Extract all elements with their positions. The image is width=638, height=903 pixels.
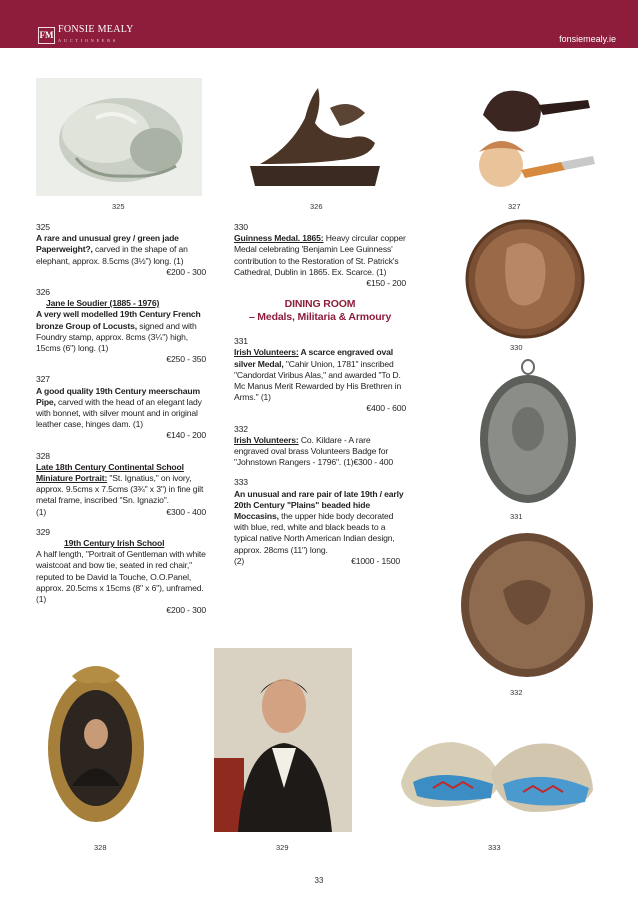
caption-327: 327 <box>508 202 521 211</box>
lot-331-entry <box>234 336 406 414</box>
lot-title: A scarce engraved oval silver Medal, <box>234 347 393 369</box>
lot-estimate: €250 - 350 <box>166 354 206 365</box>
lot-number: 328 <box>36 450 50 461</box>
lot-title-prefix: Irish Volunteers: <box>234 347 299 358</box>
lot-330-photo <box>452 218 598 340</box>
page-number: 33 <box>314 876 324 885</box>
section-heading-line2: – Medals, Militaria & Armoury <box>248 311 392 324</box>
lot-estimate: €200 - 300 <box>166 266 206 277</box>
caption-331: 331 <box>510 512 523 521</box>
lot-description: Co. Kildare - A rare engraved oval brass Volunteers Badge for "Johnstown Rangers - 1796". (1)€300 - 400 <box>234 434 394 468</box>
lot-title: A very well modelled 19th Century French bronze Group of Locusts, <box>36 309 201 331</box>
lot-estimate: €300 - 400 <box>166 506 206 517</box>
lot-number: 330 <box>234 222 248 232</box>
lot-estimate: €400 - 600 <box>366 403 406 414</box>
lot-estimate: €200 - 300 <box>166 605 206 616</box>
lot-title: A rare and unusual grey / green jade Paperweight?, <box>36 233 179 255</box>
lot-quantity: (2) <box>234 555 245 566</box>
left-lot-column <box>36 222 206 626</box>
lot-description: Heavy circular copper Medal celebrating 'Benjamin Lee Guinness' contribution to the Restoration of St. Patrick's Cathedral, Dublin in 1865. Ex. Scarce. (1) <box>234 233 406 277</box>
section-heading-line1: DINING ROOM <box>284 298 356 311</box>
logo-name: FONSIE MEALY <box>58 23 134 35</box>
auction-house-logo <box>38 24 134 46</box>
lot-327-entry <box>36 374 206 441</box>
lot-description: carved with the head of an elegant lady with bonnet, with silver mount and in original leather case, hinges dam. (1) <box>36 396 202 430</box>
lot-title: A good quality 19th Century meerschaum Pipe, <box>36 385 200 407</box>
middle-lot-column <box>234 222 406 576</box>
lot-description: the upper hide body decorated with blue, red, white and black beads to a typical native North American Indian design, approx. 28cms (11") long. <box>234 511 395 555</box>
lot-estimate: €1000 - 1500 <box>351 555 400 566</box>
lot-artist: Late 18th Century Continental School <box>36 461 184 472</box>
lot-description: "Cahir Union, 1781" inscribed "Candordat Viribus Alas," and awarded "To D. Mc Manus Merit Rewarded by His Brethren in Arms." (1) <box>234 358 402 403</box>
caption-333: 333 <box>488 843 501 852</box>
caption-332: 332 <box>510 688 523 697</box>
lot-number: 326 <box>36 287 50 298</box>
lot-332-photo <box>453 530 601 680</box>
lot-327-photo <box>443 70 603 196</box>
section-heading <box>234 298 406 324</box>
caption-330: 330 <box>510 343 523 352</box>
lot-number: 332 <box>234 423 248 434</box>
lot-326-entry <box>36 287 206 365</box>
lot-number: 331 <box>234 336 248 347</box>
lot-artist: 19th Century Irish School <box>64 538 165 549</box>
logo-mark: FM <box>38 27 55 44</box>
lot-328-entry <box>36 451 206 518</box>
caption-329: 329 <box>276 843 289 852</box>
lot-quantity: (1) <box>36 506 47 517</box>
lot-333-entry <box>234 477 406 567</box>
lot-329-entry <box>36 527 206 617</box>
lot-artist: Jane le Soudier (1885 - 1976) <box>46 298 160 309</box>
lot-325-entry <box>36 222 206 278</box>
lot-330-entry <box>234 222 406 289</box>
lot-title-prefix: Irish Volunteers: <box>234 434 299 445</box>
site-url: fonsiemealy.ie <box>559 34 616 44</box>
logo-subtitle: AUCTIONEERS <box>58 37 118 43</box>
lot-328-photo <box>42 656 150 836</box>
lot-number: 333 <box>234 477 248 488</box>
lot-325-photo <box>36 78 202 196</box>
lot-number: 329 <box>36 526 50 537</box>
caption-326: 326 <box>310 202 323 211</box>
caption-325: 325 <box>112 202 125 211</box>
lot-title: An unusual and rare pair of late 19th / early 20th Century "Plains" beaded hide Moccasins, <box>234 488 404 522</box>
lot-326-photo <box>230 78 396 196</box>
lot-description: signed and with Foundry stamp, approx. 8cms (3¼") high, 15cms (6") long. (1) <box>36 320 197 354</box>
page-header <box>0 0 638 48</box>
lot-estimate: €140 - 200 <box>166 430 206 441</box>
lot-description: "St. Ignatius," on ivory, approx. 9.5cms x 7.5cms (3¾" x 3") in fine gilt metal frame, inscribed "Sn. Ignazio". <box>36 473 204 506</box>
lot-title: Miniature Portrait: <box>36 473 108 484</box>
lot-number: 327 <box>36 374 50 385</box>
lot-description: carved in the shape of an elephant, approx. 8.5cms (3½") long. (1) <box>36 244 188 266</box>
lot-title: Guinness Medal. 1865: <box>234 233 324 244</box>
lot-estimate: €150 - 200 <box>366 278 406 289</box>
lot-number: 325 <box>36 222 50 232</box>
lot-description: A half length, "Portrait of Gentleman with white waistcoat and bow tie, seated in red chair," reputed to be David la Touche, O.O.Panel, approx. 20.5cms x 15cms (8" x 6"), unframed. (1) <box>36 549 206 605</box>
lot-333-photo <box>393 712 601 834</box>
lot-331-photo <box>470 357 586 507</box>
caption-328: 328 <box>94 843 107 852</box>
lot-332-entry <box>234 424 406 469</box>
lot-329-photo <box>214 648 352 832</box>
